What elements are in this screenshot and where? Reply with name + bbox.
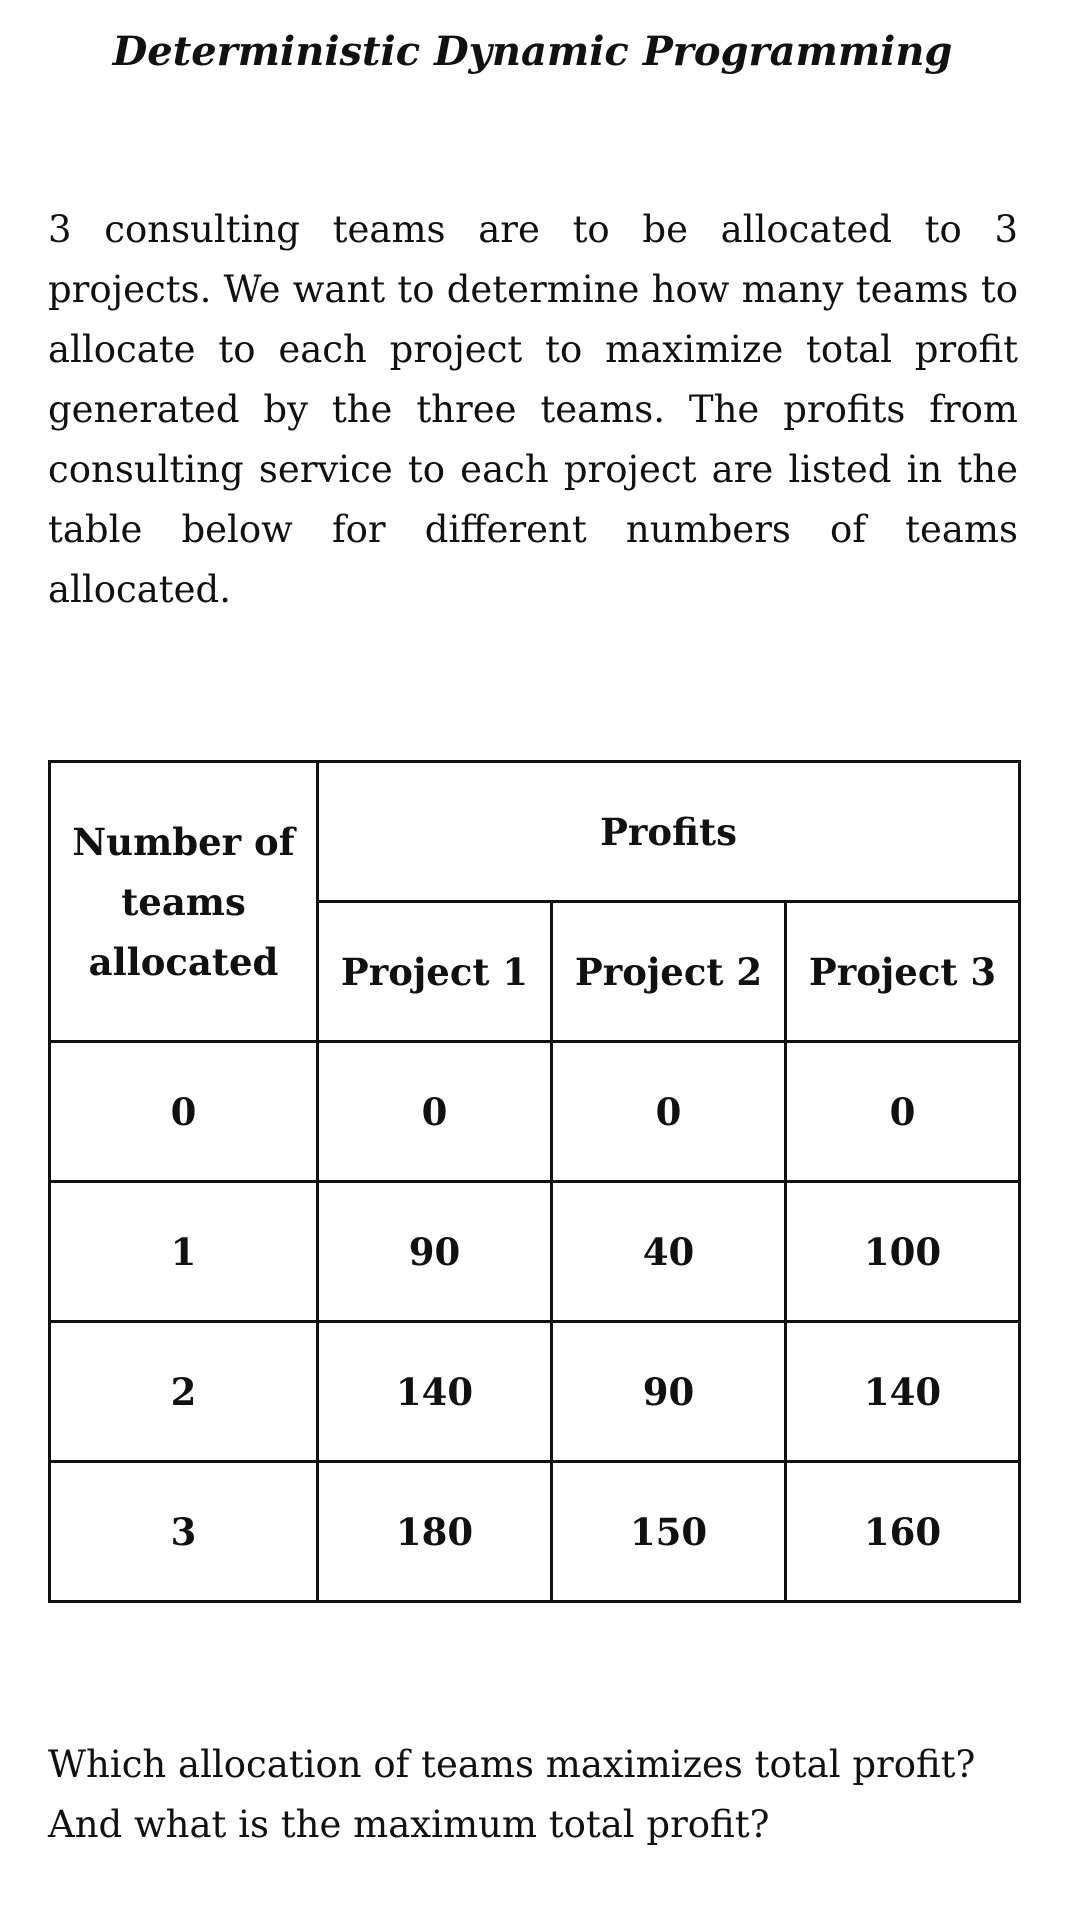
teams-cell: 3: [50, 1462, 318, 1602]
profit-cell: 90: [552, 1322, 786, 1462]
profit-cell: 180: [318, 1462, 552, 1602]
question-line-2: And what is the maximum total profit?: [48, 1803, 770, 1846]
profit-cell: 0: [318, 1042, 552, 1182]
teams-cell: 1: [50, 1182, 318, 1322]
intro-paragraph: 3 consulting teams are to be allocated to 3 projects. We want to determine how many teams to allocate to each project to maximize total profit generated by the three teams. The profits from consulting service to each project are listed in the table below for different numbers of teams allocated.: [48, 208, 1018, 611]
question-line-1: Which allocation of teams maximizes total profit?: [48, 1743, 976, 1786]
profits-table: [48, 760, 1021, 1603]
profit-cell: 0: [786, 1042, 1020, 1182]
table-row: [50, 1042, 1020, 1182]
table-header-row: [50, 762, 1020, 902]
table-row: [50, 1462, 1020, 1602]
profit-cell: 90: [318, 1182, 552, 1322]
column-header-project-1: Project 1: [318, 902, 552, 1042]
profit-cell: 140: [318, 1322, 552, 1462]
profit-cell: 100: [786, 1182, 1020, 1322]
table-row: [50, 1322, 1020, 1462]
profit-cell: 140: [786, 1322, 1020, 1462]
profit-cell: 150: [552, 1462, 786, 1602]
question-text: [48, 1735, 1038, 1855]
page-title: Deterministic Dynamic Programming: [112, 28, 953, 75]
profits-group-header: Profits: [318, 762, 1020, 902]
profits-table-container: [48, 760, 1018, 1603]
teams-column-header: Number of teams allocated: [50, 762, 318, 1042]
profit-cell: 0: [552, 1042, 786, 1182]
column-header-project-2: Project 2: [552, 902, 786, 1042]
profit-cell: 160: [786, 1462, 1020, 1602]
profit-cell: 40: [552, 1182, 786, 1322]
teams-cell: 0: [50, 1042, 318, 1182]
column-header-project-3: Project 3: [786, 902, 1020, 1042]
teams-cell: 2: [50, 1322, 318, 1462]
table-row: [50, 1182, 1020, 1322]
